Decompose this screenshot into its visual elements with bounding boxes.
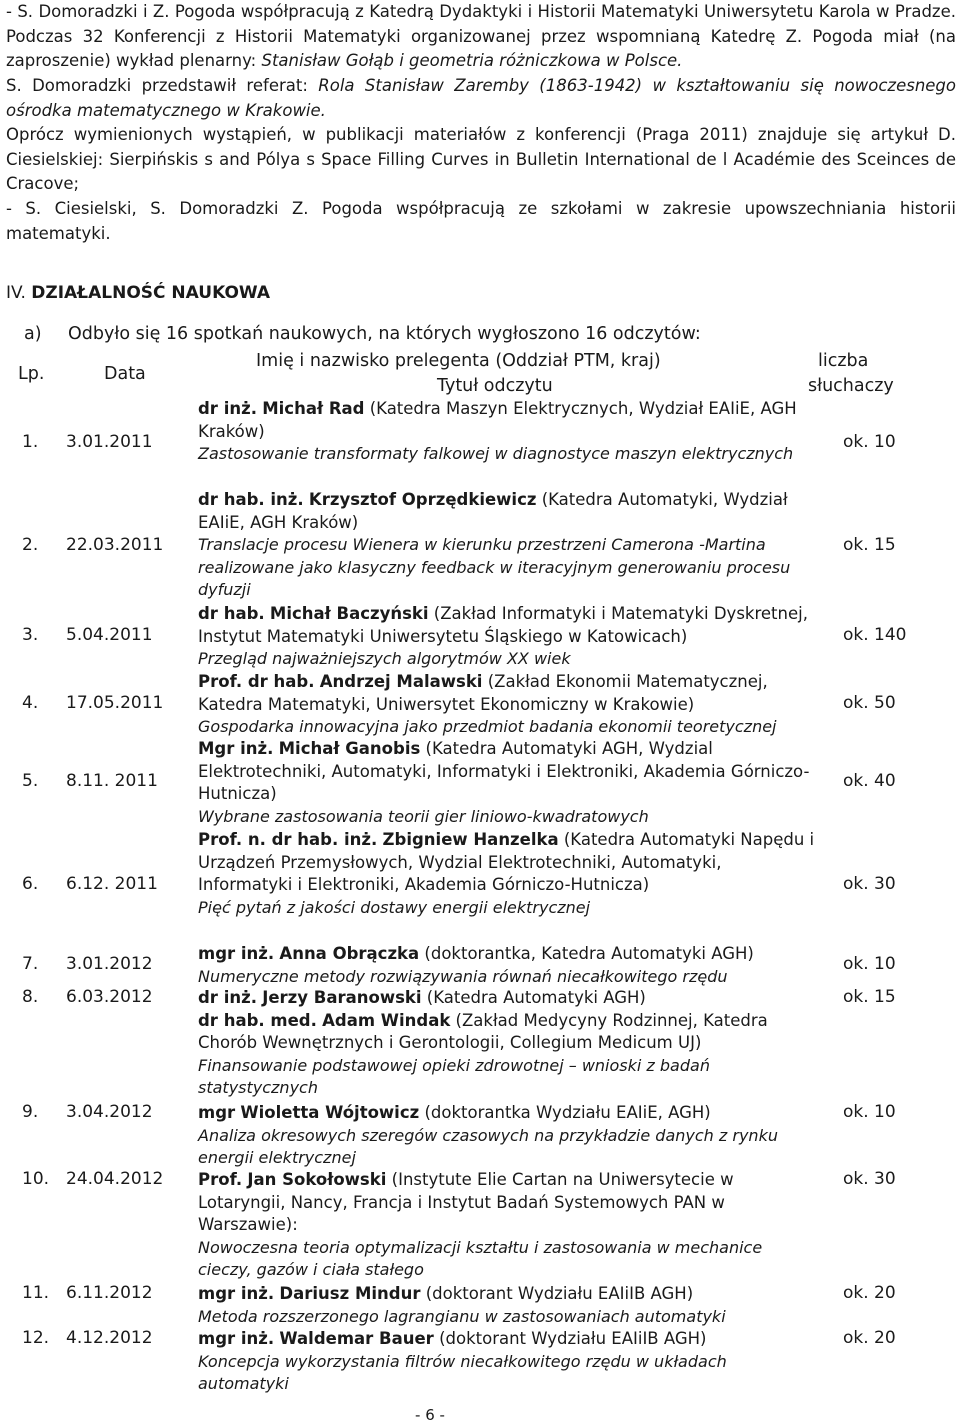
speaker-degree: dr hab. med. [198, 1010, 317, 1030]
speaker-affiliation: (Zakład Informatyki i Matematyki Dyskretnej, Instytut Matematyki Uniwersytetu Śląskiego w Katowicach) [198, 604, 808, 646]
speaker-name: Adam Windak [322, 1010, 451, 1030]
section-heading [6, 281, 270, 305]
row-details [198, 398, 818, 466]
intro-p1-text: - S. Domoradzki i Z. Pogoda współpracują z Katedrą Dydaktyki i Historii Matematyki Uniwersytetu Karola w Pradze. Podczas 32 Konferencji z Historii Matematyki organizowanej przez wspomnianą Katedrę Z. Pogoda miał (na zaproszenie) wykład plenarny: [6, 2, 956, 70]
table-header-lp: Lp. [18, 364, 45, 384]
row-details [198, 738, 818, 828]
speaker-degree: mgr [198, 1103, 236, 1122]
row-number: 3. [22, 625, 39, 645]
row-date: 24.04.2012 [66, 1169, 164, 1189]
talk-title: Translacje procesu Wienera w kierunku przestrzeni Camerona -Martina realizowane jako klasyczny feedback w iteracyjnym generowaniu procesu dyfuzji [198, 535, 791, 599]
talk-title: Gospodarka innowacyjna jako przedmiot badania ekonomii teoretycznej [198, 717, 777, 736]
intro-p2-title: Rola Stanisław Zaremby (1863-1942) w kształtowaniu się nowoczesnego ośrodka matematycznego w Krakowie. [6, 76, 957, 120]
speaker-affiliation: (Zakład Medycyny Rodzinnej, Katedra Chorób Wewnętrznych i Gerontologii, Collegium Medicum UJ) [198, 1010, 768, 1052]
page-number: - 6 - [415, 1406, 445, 1424]
speaker-affiliation: (Katedra Automatyki Napędu i Urządzeń Przemysłowych, Wydzial Elektrotechniki, Automatyki, Informatyki i Elektroniki, Akademia Górniczo-Hutnicza) [198, 830, 815, 894]
audience-count: ok. 50 [843, 693, 896, 713]
list-item-text: Odbyło się 16 spotkań naukowych, na których wygłoszono 16 odczytów: [68, 324, 701, 344]
row-date: 8.11. 2011 [66, 771, 158, 791]
speaker-affiliation: (doktorant Wydziału EAIiIB AGH) [433, 1329, 707, 1348]
speaker-degree: mgr inż. [198, 1329, 275, 1348]
talk-title: Zastosowanie transformaty falkowej w diagnostyce maszyn elektrycznych [198, 444, 794, 463]
row-number: 4. [22, 693, 39, 713]
row-details [198, 671, 818, 739]
section-title: DZIAŁALNOŚĆ NAUKOWA [31, 283, 271, 303]
speaker-degree: Mgr inż. [198, 739, 274, 758]
audience-count: ok. 10 [843, 432, 896, 452]
speaker-affiliation: (Katedra Automatyki, Wydział EAIiE, AGH Kraków) [198, 490, 788, 532]
row-number: 11. [22, 1283, 50, 1303]
row-number: 9. [22, 1102, 39, 1122]
row-details [198, 987, 818, 1100]
list-item-a [24, 322, 701, 346]
speaker-degree: mgr inż. [198, 1284, 275, 1303]
row-date: 3.01.2012 [66, 954, 153, 974]
talk-title: Przegląd najważniejszych algorytmów XX wiek [198, 649, 571, 668]
row-date: 6.12. 2011 [66, 874, 158, 894]
row-details [198, 603, 818, 671]
audience-count: ok. 140 [843, 625, 907, 645]
intro-paragraph-3: Oprócz wymienionych wystąpień, w publikacji materiałów z konferencji (Praga 2011) znajduje się artykuł D. Ciesielskiej: Sierpińskis s and Pólya s Space Filling Curves in Bulletin International de l Académie des Sceinces de Cracove; [6, 125, 956, 193]
speaker-name: Jan Sokołowski [247, 1170, 387, 1189]
audience-count: ok. 10 [843, 1102, 896, 1122]
intro-paragraph-4: - S. Ciesielski, S. Domoradzki Z. Pogoda współpracują ze szkołami w zakresie upowszechniania historii matematyki. [6, 199, 956, 243]
row-details [198, 1169, 818, 1282]
row-date: 22.03.2011 [66, 535, 164, 555]
speaker-degree: Prof. n. dr hab. inż. [198, 830, 378, 849]
speaker-name: Michał Ganobis [278, 739, 421, 758]
speaker-affiliation: (Instytute Elie Cartan na Uniwersytecie w Lotaryngii, Nancy, Francja i Instytut Badań Systemowych PAN w Warszawie): [198, 1170, 734, 1234]
intro-p1-title: Stanisław Gołąb i geometria różniczkowa w Polsce. [261, 51, 683, 70]
speaker-degree: dr hab. inż. [198, 490, 304, 509]
speaker-degree: dr inż. [198, 988, 257, 1007]
intro-paragraph-1 [6, 0, 956, 74]
row-number: 1. [22, 432, 39, 452]
speaker-name: Michał Rad [262, 399, 365, 418]
speaker-name: Zbigniew Hanzelka [382, 830, 559, 849]
speaker-affiliation: (Katedra Automatyki AGH, Wydzial Elektrotechniki, Automatyki, Informatyki i Elektroniki, Akademia Górniczo-Hutnicza) [198, 739, 810, 803]
row-details [198, 1283, 818, 1328]
speaker-degree: mgr inż. [198, 944, 275, 963]
speaker-affiliation: (doktorantka Wydziału EAIiE, AGH) [419, 1103, 711, 1122]
speaker-affiliation: (doktorantka, Katedra Automatyki AGH) [419, 944, 754, 963]
row-date: 3.04.2012 [66, 1102, 153, 1122]
table-header-date: Data [104, 364, 146, 384]
row-details [198, 1328, 818, 1396]
speaker-name: Anna Obrączka [279, 944, 420, 963]
row-details [198, 943, 818, 988]
row-date: 6.11.2012 [66, 1283, 153, 1303]
talk-title: Numeryczne metody rozwiązywania równań niecałkowitego rzędu [198, 966, 728, 986]
row-number: 7. [22, 954, 39, 974]
talk-title: Pięć pytań z jakości dostawy energii elektrycznej [198, 897, 591, 917]
row-number: 8. [22, 987, 39, 1007]
table-header-count-line2: słuchaczy [808, 376, 894, 396]
speaker-name: Krzysztof Oprzędkiewicz [308, 490, 537, 509]
audience-count: ok. 10 [843, 954, 896, 974]
talk-title: Wybrane zastosowania teorii gier liniowo-kwadratowych [198, 806, 649, 826]
audience-count: ok. 30 [843, 1169, 896, 1189]
table-header-count-line1: liczba [818, 351, 869, 371]
table-header-speaker: Imię i nazwisko prelegenta (Oddział PTM, kraj) [256, 351, 661, 371]
row-number: 6. [22, 874, 39, 894]
speaker-degree: dr hab. [198, 604, 265, 623]
speaker-name: Dariusz Mindur [279, 1284, 421, 1303]
speaker-name: Jerzy Baranowski [262, 988, 422, 1007]
row-number: 12. [22, 1328, 50, 1348]
intro-p2-text: S. Domoradzki przedstawił referat: [6, 76, 319, 95]
table-header-title: Tytuł odczytu [437, 376, 553, 396]
audience-count: ok. 20 [843, 1283, 896, 1303]
talk-title: Analiza okresowych szeregów czasowych na przykładzie danych z rynku energii elektrycznej [198, 1125, 778, 1167]
row-details [198, 829, 818, 919]
row-date: 5.04.2011 [66, 625, 153, 645]
list-item-marker: a) [24, 324, 42, 344]
speaker-affiliation: (Zakład Ekonomii Matematycznej, Katedra Matematyki, Uniwersytet Ekonomiczny w Krakowie) [198, 672, 768, 714]
audience-count: ok. 40 [843, 771, 896, 791]
speaker-degree: Prof. dr hab. [198, 672, 315, 691]
speaker-affiliation: (Katedra Maszyn Elektrycznych, Wydział EAIiE, AGH Kraków) [198, 399, 797, 441]
talk-title: Metoda rozszerzonego lagrangianu w zastosowaniach automatyki [198, 1306, 726, 1326]
row-date: 3.01.2011 [66, 432, 153, 452]
row-number: 5. [22, 771, 39, 791]
speaker-name: Waldemar Bauer [279, 1329, 434, 1348]
audience-count: ok. 15 [843, 535, 896, 555]
row-date: 6.03.2012 [66, 987, 153, 1007]
speaker-degree: dr inż. [198, 399, 257, 418]
speaker-degree: Prof. [198, 1170, 243, 1189]
speaker-name: Wioletta Wójtowicz [240, 1103, 420, 1122]
speaker-name: Andrzej Malawski [319, 672, 483, 691]
row-date: 4.12.2012 [66, 1328, 153, 1348]
row-number: 10. [22, 1169, 50, 1189]
intro-paragraph-2 [6, 74, 956, 123]
speaker-name: Michał Baczyński [269, 604, 429, 623]
talk-title: Finansowanie podstawowej opieki zdrowotnej – wnioski z badań statystycznych [198, 1055, 710, 1097]
talk-title: Nowoczesna teoria optymalizacji kształtu i zastosowania w mechanice cieczy, gazów i ciała stałego [198, 1237, 763, 1279]
speaker-affiliation: (Katedra Automatyki AGH) [421, 988, 646, 1007]
speaker-affiliation: (doktorant Wydziału EAIiIB AGH) [420, 1284, 694, 1303]
row-details [198, 489, 818, 602]
audience-count: ok. 15 [843, 987, 896, 1007]
section-number: IV. [6, 283, 26, 303]
audience-count: ok. 20 [843, 1328, 896, 1348]
talk-title: Koncepcja wykorzystania filtrów niecałkowitego rzędu w układach automatyki [198, 1351, 727, 1393]
audience-count: ok. 30 [843, 874, 896, 894]
row-number: 2. [22, 535, 39, 555]
row-date: 17.05.2011 [66, 693, 164, 713]
row-details [198, 1102, 818, 1170]
